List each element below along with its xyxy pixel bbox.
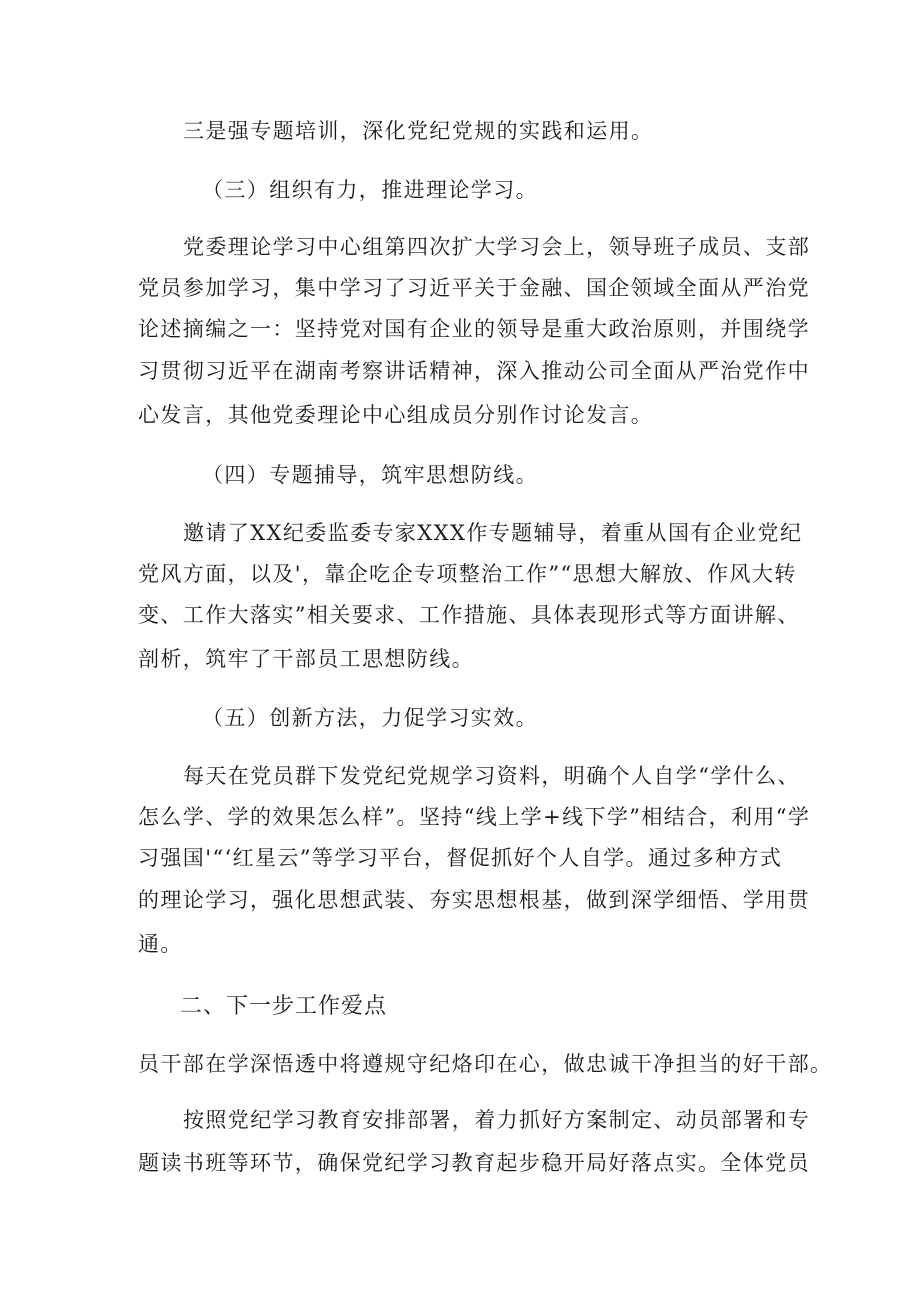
paragraph-line: 通。 — [138, 932, 183, 956]
paragraph-line: 按照党纪学习教育安排部署，着力抓好方案制定、动员部署和专 — [183, 1108, 811, 1132]
paragraph-line: 心发言，其他党委理论中心组成员分别作讨论发言。 — [138, 403, 654, 427]
paragraph-line: 剖析，筑牢了干部员工思想防线。 — [138, 647, 474, 671]
paragraph-line: 三是强专题培训，深化党纪党规的实践和运用。 — [183, 119, 654, 143]
paragraph-line: 邀请了XX纪委监委专家XXX作专题辅导，着重从国有企业党纪 — [183, 521, 803, 545]
section-heading: 二、下一步工作爱点 — [180, 994, 388, 1019]
paragraph-line: 员干部在学深悟透中将遵规守纪烙印在心，做忠诚干净担当的好干部。 — [138, 1052, 833, 1076]
paragraph-line: 习强国'“‘红星云”等学习平台，督促抓好个人自学。通过多种方式 — [138, 846, 783, 870]
paragraph-line: 习贯彻习近平在湖南考察讲话精神，深入推动公司全面从严治党作中 — [138, 359, 810, 383]
paragraph-line: 变、工作大落实”相关要求、工作措施、具体表现形式等方面讲解、 — [138, 603, 800, 627]
paragraph-line: 党员参加学习，集中学习了习近平关于金融、国企领域全面从严治党 — [138, 276, 810, 300]
subsection-heading: （三）组织有力，推进理论学习。 — [202, 178, 538, 202]
subsection-heading: （五）创新方法，力促学习实效。 — [202, 706, 538, 730]
subsection-heading: （四）专题捕导，筑牢思想防线。 — [202, 463, 538, 487]
paragraph-line: 党委理论学习中心组第四次扩大学习会上，领导班子成员、支部 — [183, 235, 811, 259]
paragraph-line: 怎么学、学的效果怎么样”。坚持“线上学+线下学”相结合，利用“学 — [138, 805, 811, 829]
paragraph-line: 每天在党员群下发党纪党规学习资料，明确个人自学“学什么、 — [183, 764, 800, 788]
paragraph-line: 论述摘编之一：坚持党对国有企业的领导是重大政治原则，并围绕学 — [138, 317, 810, 341]
paragraph-line: 党风方面，以及'，靠企吃企专项整治工作”“思想大解放、作风大转 — [138, 562, 797, 586]
paragraph-line: 题读书班等环节，确保党纪学习教育起步稳开局好落点实。全体党员 — [138, 1151, 810, 1175]
paragraph-line: 的理论学习，强化思想武装、夯实思想根基，做到深学细悟、学用贯 — [138, 888, 810, 912]
